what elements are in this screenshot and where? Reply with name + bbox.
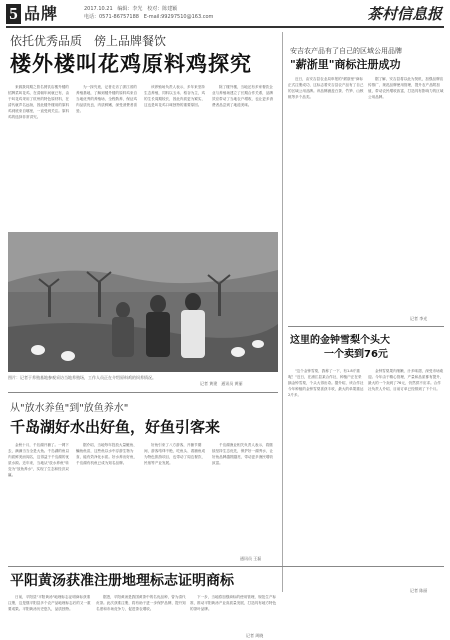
contact-email: E-mail:99297510@163.com <box>143 14 214 20</box>
article1-col3-text: 该养殖场负责人表示，多年来坚持生态养殖，饲料以玉米、稻谷为主，鸡的生长周期较长，因此肉质更为紧实，这也是叫花鸡口味独特的重要原因。 <box>144 85 206 107</box>
article1-col3 <box>144 84 208 229</box>
article4-kicker: 从"放水养鱼"到"放鱼养水" <box>10 403 129 414</box>
article2-headline: "薪浙里"商标注册成功 <box>290 58 401 71</box>
header-contact <box>84 14 213 21</box>
article1-col4 <box>212 84 274 229</box>
article1-col2-text: 为一探究竟，记者走访了浙江省的养殖基地，了解到楼外楼的原料鸡来自当地优秀的养殖场，全程散养，保证鸡肉品质优良，肉质鲜嫩，深受消费者喜爱。 <box>76 85 138 113</box>
article1-col1 <box>8 84 72 229</box>
article2-col2-text: 据了解，安吉县将以此为契机，加强品牌宣传推广，规范品牌使用管理，提升农产品附加值，带动农民增收致富，打造具有影响力的区域公用品牌。 <box>368 77 444 99</box>
article3-col2-text: 金钟雪梨果肉细嫩、汁多味甜，深受市场欢迎。今年由于精心管理，产量和品质都有提升，最大的一个卖到了76元，仍然供不应求。合作社负责人介绍，目前订单已经排到了下个月。 <box>368 369 444 391</box>
issue-date: 2017.10.21 <box>84 6 113 12</box>
article4-headline: 千岛湖好水出好鱼，好鱼引客来 <box>10 418 221 436</box>
article2-col2 <box>368 76 444 312</box>
article5-col2-text: 据悉，平阳黄汤是我国黄茶中的名优品种，曾为清代贡茶。此次获准注册，将有助于进一步保护品牌，提升知名度和市场竞争力，促进茶农增收。 <box>96 595 186 611</box>
article3-headline: 这里的金钟雪梨个头大 <box>290 335 390 346</box>
article4-col2 <box>76 442 140 558</box>
article1-col1-text: 来源我同期之曾名餐饮店楼外楼的招牌菜叫花鸡，在清朝年间就已有，由于叫花鸡采用了杭州的特色原材料，在清代就声名远扬，因此楼外楼用的原料鸡到底来自哪里，一直受到关注。原料鸡的选择非常讲究。 <box>8 85 70 119</box>
article4-byline: 通讯员 王磊 <box>240 556 262 561</box>
article2-col1 <box>288 76 364 312</box>
article3-subhead: 一个卖到76元 <box>324 349 388 360</box>
page-number: 5 <box>9 4 18 23</box>
article3-col1 <box>288 368 364 588</box>
article5-col1-text: 日前，平阳县"平阳黄汤"地理标志证明商标获准注册，这是继平阳县多个农产品地理标志后的又一重要成果。平阳黄汤历史悠久，品质独特。 <box>8 595 91 611</box>
article3-byline: 记者 陈丽 <box>410 588 428 593</box>
article2-col1-text: 近日，由安吉县农业局申报的"薪浙里"商标正式注册成功，这标志着安吉县农产品有了自己的区域公用品牌。该品牌涵盖白茶、竹笋、山核桃等多个品类。 <box>288 77 364 99</box>
header-rule <box>6 26 444 28</box>
article5-headline: 平阳黄汤获准注册地理标志证明商标 <box>10 573 234 589</box>
farm-scene-illustration <box>8 232 278 372</box>
article4-col4 <box>212 442 274 558</box>
article1-headline: 楼外楼叫花鸡原料鸡探究 <box>10 52 252 76</box>
paper-name: 茶村信息报 <box>366 5 442 23</box>
article4-top-rule <box>8 392 278 393</box>
article1-kicker: 依托优秀品质 傍上品牌餐饮 <box>10 34 167 48</box>
article4-col1 <box>8 442 72 558</box>
column-divider <box>282 32 283 592</box>
contact-phone: 电话：0571-86757188 <box>84 14 139 20</box>
article2-kicker: 安吉农产品有了自己的区域公用品牌 <box>290 47 402 55</box>
article1-col2 <box>76 84 140 229</box>
article5-byline: 记者 周晓 <box>246 633 264 638</box>
article3-col1-text: "这个金钟雪梨，我称了一下，有1.8斤重呢！"近日，在浦江县某合作社，种植户正在采摘金钟雪梨，个头大得出奇。据介绍，该合作社今年种植的金钟雪梨喜获丰收，最大的单果重达2斤多。 <box>288 369 364 397</box>
article5-col3-text: 下一步，当地将加强商标的使用管理，规范生产标准，推动平阳黄汤产业高质量发展，打造具有地方特色的茶叶品牌。 <box>190 595 277 611</box>
article4-col3-text: 好鱼引来了八方游客，开捕节期间，游客络绎不绝，吃鱼头、看捕鱼成为特色旅游项目，也带动了周边餐饮、民宿等产业发展。 <box>144 443 206 465</box>
section-title: 品牌 <box>24 4 59 23</box>
header-meta <box>84 6 177 13</box>
article4-col2-text: 据介绍，当地每年投放大量鲢鱼、鳙鱼鱼苗，这些鱼以水中浮游生物为食，能有效净化水质。好水养出好鱼，千岛湖有机鱼已成为知名品牌。 <box>76 443 138 465</box>
article1-col4-text: 除了楼外楼，当地还有多家餐饮企业与养殖场建立了长期合作关系，品牌效应带动了当地农户增收，也让更多消费者品尝到了地道美味。 <box>212 85 274 107</box>
editor: 编辑：李光 <box>117 6 143 12</box>
article1-byline: 记者 黄建 通讯员 黄丽 <box>200 381 243 386</box>
article3-col2 <box>368 368 444 588</box>
article5-top-rule <box>8 566 444 567</box>
article5-col1 <box>8 594 92 638</box>
article2-byline: 记者 李光 <box>410 316 428 321</box>
article1-photo <box>8 232 278 372</box>
article4-col1-text: 金秋十月，千岛湖开捕了。一网下去，满满当当全是大鱼。千岛湖的鱼以肉质鲜美而闻名，这得益于千岛湖的优质水源。近年来，当地从"放水养鱼"转变为"放鱼养水"，实现了生态和经济双赢。 <box>8 443 70 477</box>
proofreader: 校对：陈建颖 <box>147 6 178 12</box>
article2-bottom-rule <box>288 326 444 327</box>
article4-col4-text: 千岛湖渔业相关负责人表示，将继续坚持生态优先，保护好一湖秀水，让好鱼品牌越擦越亮，带动更多渔民增收致富。 <box>212 443 274 465</box>
article5-col3 <box>190 594 278 638</box>
article4-col3 <box>144 442 208 558</box>
article1-photo-caption: 图片：记者于养殖基地参观采访当地养殖场，工作人员正在介绍原料鸡的饲养情况。 <box>8 375 156 380</box>
article5-col2 <box>96 594 186 638</box>
page-number-box <box>6 4 21 24</box>
